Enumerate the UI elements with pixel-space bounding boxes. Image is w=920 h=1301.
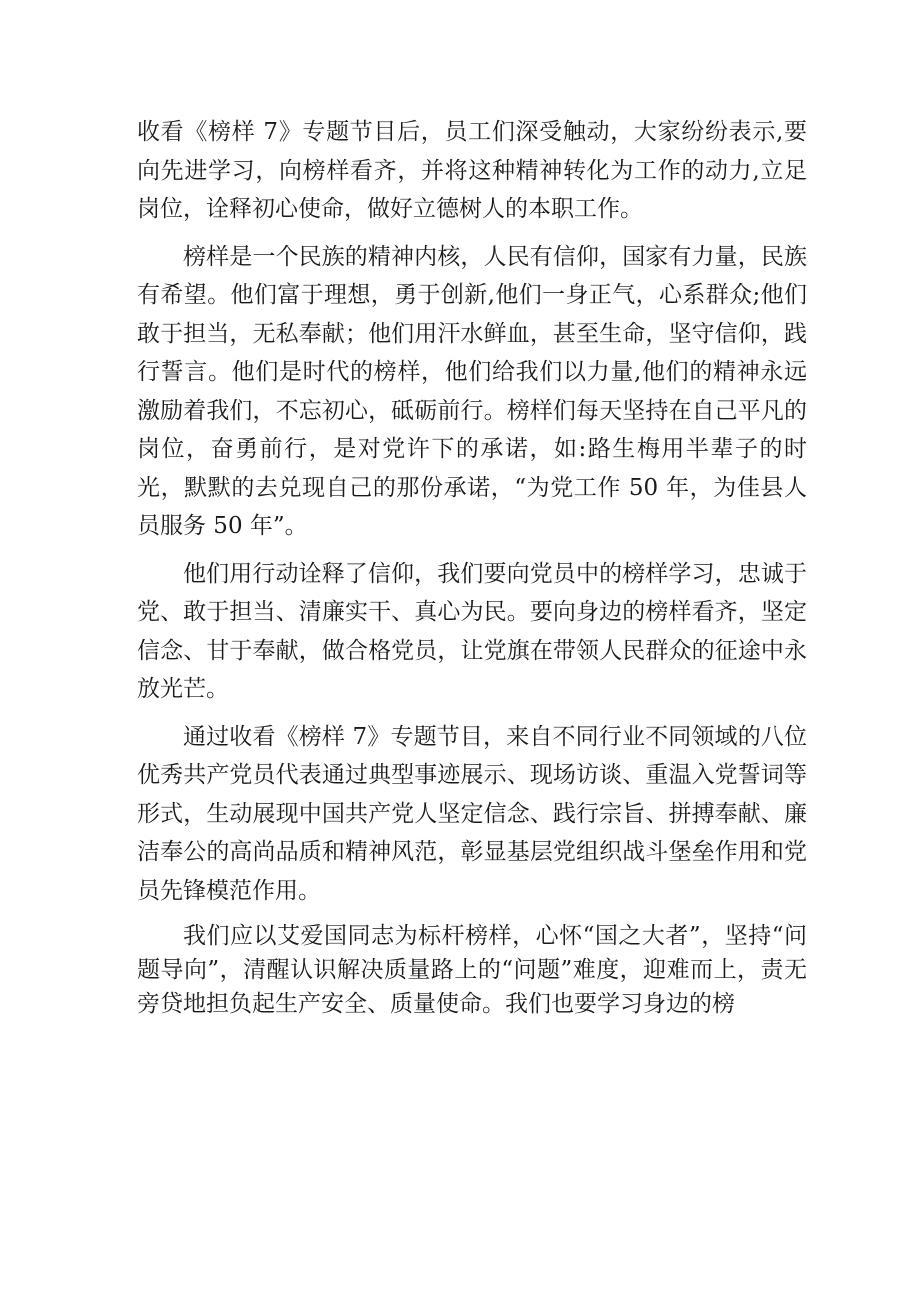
paragraph-3: 他们用行动诠释了信仰，我们要向党员中的榜样学习，忠诚于党、敢于担当、清廉实干、真心为民。要向身边的榜样看齐，坚定信念、甘于奉献，做合格党员，让党旗在带领人民群众的征途中永放光芒。: [137, 560, 807, 702]
paragraph-5: 我们应以艾爱国同志为标杆榜样，心怀“国之大者”，坚持“问题导向”，清醒认识解决质量路上的“问题”难度，迎难而上，责无旁贷地担负起生产安全、质量使命。我们也要学习身边的榜: [137, 923, 807, 1017]
document-body: [137, 113, 807, 1030]
paragraph-4: 通过收看《榜样 7》专题节目，来自不同行业不同领域的八位优秀共产党员代表通过典型事迹展示、现场访谈、重温入党誓词等形式，生动展现中国共产党人坚定信念、践行宗旨、拼搏奉献、廉洁奉公的高尚品质和精神风范，彰显基层党组织战斗堡垒作用和党员先锋模范作用。: [137, 723, 807, 904]
paragraph-1: 收看《榜样 7》专题节目后，员工们深受触动，大家纷纷表示,要向先进学习，向榜样看齐，并将这种精神转化为工作的动力,立足岗位，诠释初心使命，做好立德树人的本职工作。: [137, 119, 807, 222]
paragraph-2: 榜样是一个民族的精神内核，人民有信仰，国家有力量，民族有希望。他们富于理想，勇于创新,他们一身正气，心系群众;他们敢于担当，无私奉献；他们用汗水鲜血，甚至生命，坚守信仰，践行誓言。他们是时代的榜样，他们给我们以力量,他们的精神永远激励着我们，不忘初心，砥砺前行。榜样们每天坚持在自己平凡的岗位，奋勇前行，是对党许下的承诺，如:路生梅用半辈子的时光，默默的去兑现自己的那份承诺，“为党工作 50 年，为佳县人员服务 50 年”。: [137, 243, 807, 539]
